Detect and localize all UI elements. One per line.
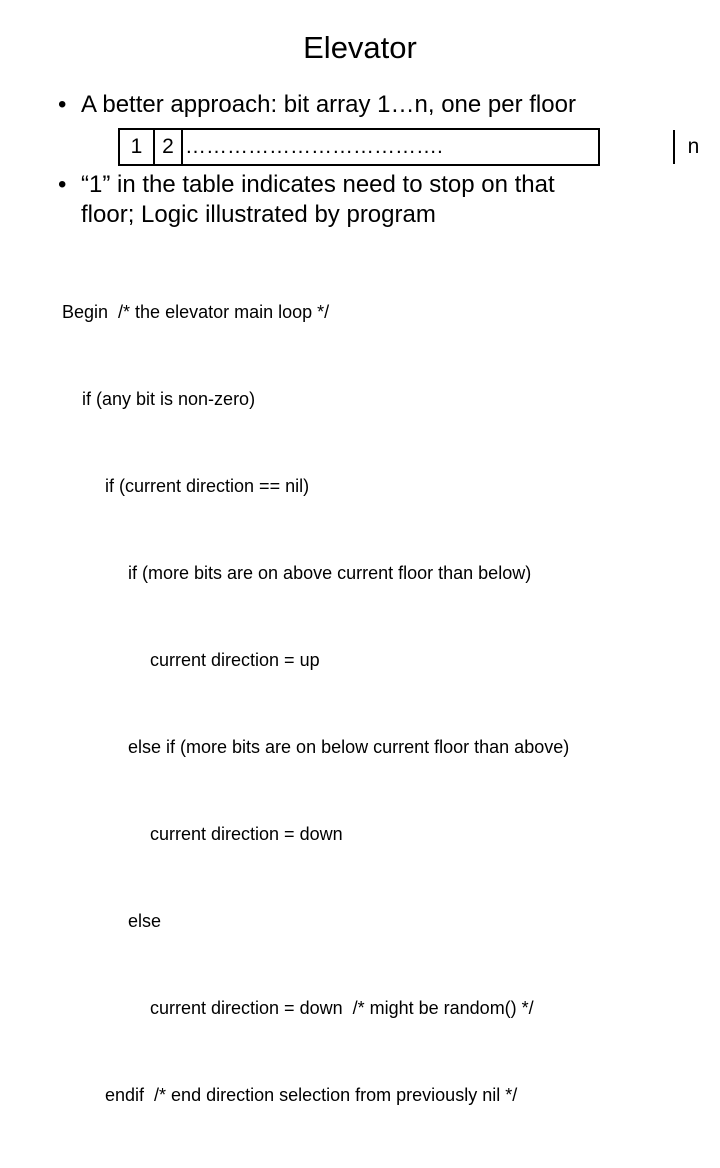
- pseudocode-block: [62, 240, 569, 1168]
- code-line-endif: endif /* end direction selection from previously nil */: [105, 1085, 518, 1105]
- bit-cell-1: 1: [120, 130, 155, 164]
- slide-title: Elevator: [303, 30, 417, 65]
- code-line: current direction = down: [150, 824, 343, 844]
- bullet-dot: •: [58, 91, 67, 118]
- bullet-1: [58, 90, 576, 120]
- bullet-2-line-1: “1” in the table indicates need to stop on that: [81, 171, 555, 198]
- bullet-dot: •: [58, 171, 67, 198]
- code-line-begin: Begin /* the elevator main loop */: [62, 302, 330, 322]
- code-line: current direction = up: [150, 650, 320, 670]
- bit-array-table: [118, 128, 700, 166]
- bullet-2: [58, 170, 555, 230]
- code-line: current direction = down /* might be random() */: [150, 998, 534, 1018]
- bit-cell-2: 2: [155, 130, 183, 164]
- code-line: if (current direction == nil): [105, 476, 310, 496]
- bullet-2-line-2: floor; Logic illustrated by program: [81, 201, 436, 228]
- code-line: else: [128, 911, 162, 931]
- code-line: if (any bit is non-zero): [82, 389, 256, 409]
- bullet-1-text: A better approach: bit array 1…n, one per floor: [81, 91, 576, 118]
- bit-cell-ellipsis: ……………………………….: [185, 135, 443, 158]
- code-line: else if (more bits are on below current floor than above): [128, 737, 570, 757]
- code-line: if (more bits are on above current floor than below): [128, 563, 532, 583]
- bit-cell-n: n: [673, 130, 712, 164]
